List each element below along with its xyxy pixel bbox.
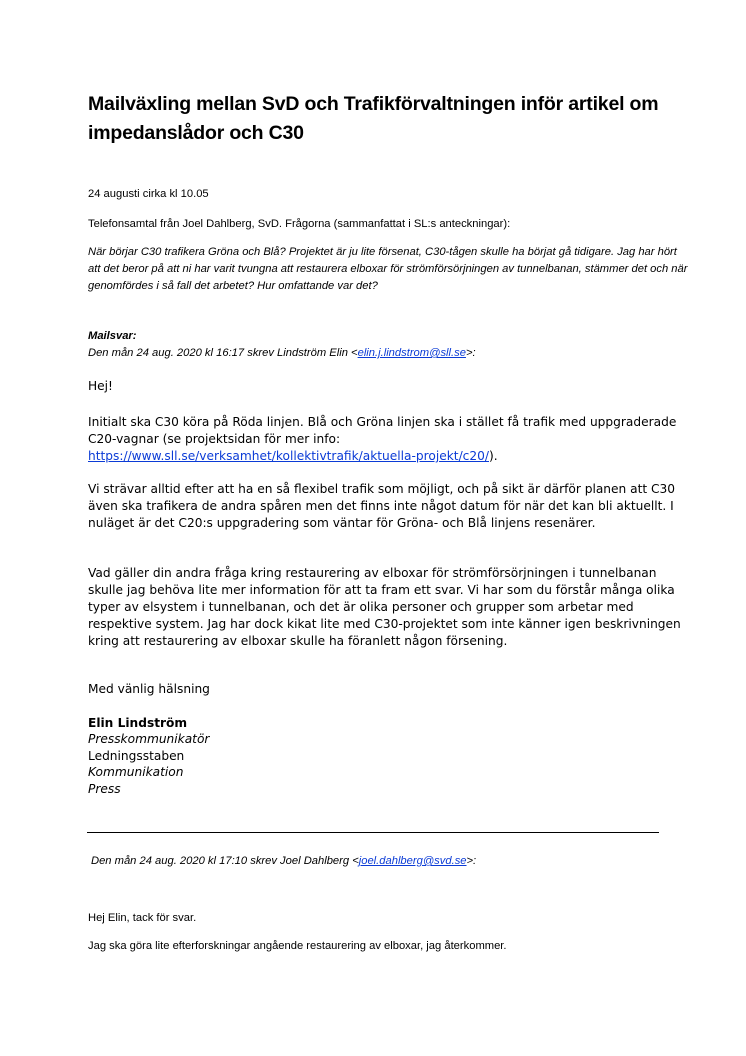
followup-header bbox=[91, 853, 691, 870]
signature-title: Presskommunikatör bbox=[88, 732, 210, 746]
signature-dept-2: Kommunikation bbox=[88, 765, 184, 779]
document-title: Mailväxling mellan SvD och Trafikförvaltningen inför artikel om impedanslådor och C30 bbox=[88, 93, 659, 144]
reply-header bbox=[88, 345, 688, 362]
followup-header-suffix: >: bbox=[466, 855, 477, 867]
reply-paragraph-2: Vi strävar alltid efter att ha en så flexibel trafik som möjligt, och på sikt är därför planen att C30 även ska trafikera de andra spåren men det finns inte något datum för när det kan bli aktuellt. I nuläget är det C20:s uppgradering som väntar för Gröna- och Blå linjens resenärer. bbox=[88, 482, 676, 530]
c20-project-link[interactable]: https://www.sll.se/verksamhet/kollektivtrafik/aktuella-projekt/c20/ bbox=[88, 449, 489, 463]
reply-closing: Med vänlig hälsning bbox=[88, 682, 210, 696]
reply-label: Mailsvar: bbox=[88, 330, 137, 342]
reply-header-prefix: Den mån 24 aug. 2020 kl 16:17 skrev Lindström Elin < bbox=[88, 347, 358, 359]
reply-p1-text: Initialt ska C30 köra på Röda linjen. Blå och Gröna linjen ska i stället få trafik med uppgraderade C20-vagnar (se projektsidan för mer info: bbox=[88, 415, 677, 446]
reply-greeting: Hej! bbox=[88, 379, 113, 393]
reply-paragraph-3: Vad gäller din andra fråga kring restaurering av elboxar för strömförsörjningen i tunnelbanan skulle jag behöva lite mer information för att ta fram ett svar. Vi har som du förstår många olika typer av elsystem i tunnelbanan, och det är olika personer och grupper som arbetar med respektive system. Jag har dock kikat lite med C30-projektet som inte känner igen beskrivningen kring att restaurering av elboxar skulle ha föranlett någon försening. bbox=[88, 566, 681, 648]
signature-dept-1: Ledningsstaben bbox=[88, 749, 185, 763]
followup-line-2: Jag ska göra lite efterforskningar angående restaurering av elboxar, jag återkommer. bbox=[88, 940, 507, 952]
signature-dept-3: Press bbox=[88, 782, 121, 796]
reply-header-suffix: >: bbox=[465, 347, 476, 359]
followup-header-prefix: Den mån 24 aug. 2020 kl 17:10 skrev Joel Dahlberg < bbox=[91, 855, 359, 867]
reply-p1-end: ). bbox=[489, 449, 498, 463]
divider-line bbox=[87, 832, 659, 833]
followup-email-link[interactable]: joel.dahlberg@svd.se bbox=[358, 855, 467, 867]
reply-paragraph-1 bbox=[88, 414, 688, 465]
call-questions: När börjar C30 trafikera Gröna och Blå? Projektet är ju lite försenat, C30-tågen skulle ha börjat gå tidigare. Jag har hört att det beror på att ni har varit tvungna att restaurera elboxar för strömförsörjningen av tunnelbanan, stämmer det och när genomfördes i så fall det arbetet? Hur omfattande var det? bbox=[88, 246, 688, 292]
followup-line-1: Hej Elin, tack för svar. bbox=[88, 912, 197, 924]
call-intro: Telefonsamtal från Joel Dahlberg, SvD. Frågorna (sammanfattat i SL:s anteckningar): bbox=[88, 218, 511, 230]
signature-name: Elin Lindström bbox=[88, 716, 188, 730]
call-date: 24 augusti cirka kl 10.05 bbox=[88, 188, 209, 200]
reply-email-link[interactable]: elin.j.lindstrom@sll.se bbox=[357, 347, 466, 359]
